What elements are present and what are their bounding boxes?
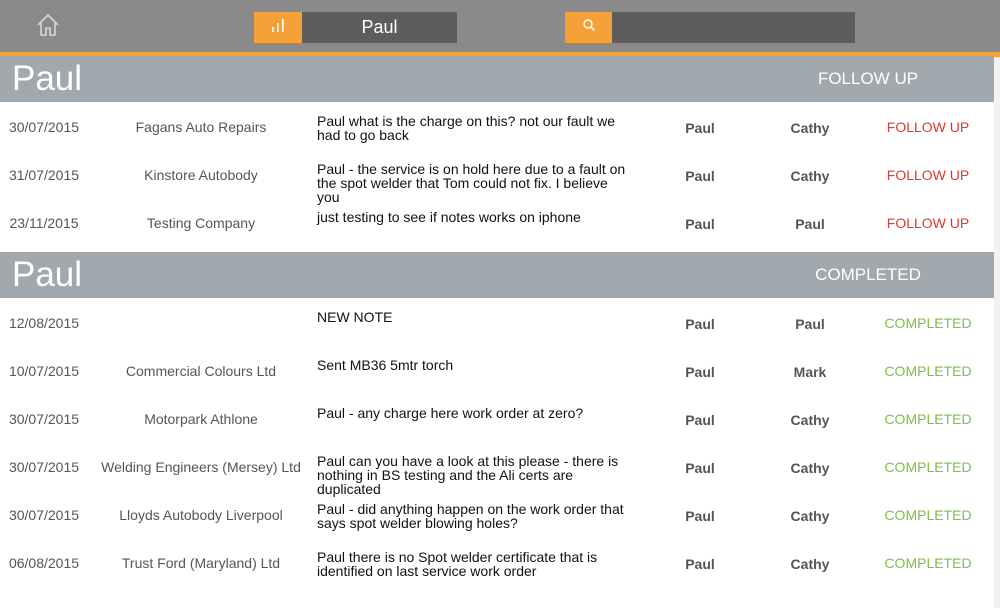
company-name: Testing Company <box>146 215 256 231</box>
table-row[interactable] <box>0 104 994 152</box>
stats-button[interactable] <box>254 12 302 43</box>
user-selector[interactable]: Paul <box>302 12 457 43</box>
status-badge: COMPLETED <box>884 411 972 427</box>
home-icon <box>35 12 61 43</box>
company-name: Lloyds Autobody Liverpool <box>119 507 283 523</box>
section-user-name: Paul <box>12 255 83 294</box>
table-row[interactable] <box>0 396 994 444</box>
status-badge: COMPLETED <box>884 363 972 379</box>
assigned-user: Paul <box>685 168 715 184</box>
company-name: Kinstore Autobody <box>144 167 258 183</box>
created-by-user: Cathy <box>790 508 830 524</box>
note-text: Paul - did anything happen on the work order that says spot welder blowing holes? <box>317 501 624 531</box>
note-text: Paul - any charge here work order at zero? <box>317 405 584 421</box>
status-badge: FOLLOW UP <box>886 167 970 183</box>
created-by-user: Mark <box>793 364 827 380</box>
section-user-name: Paul <box>12 59 83 98</box>
created-by-user: Cathy <box>790 556 830 572</box>
note-date: 30/07/2015 <box>8 411 80 427</box>
scrollbar[interactable] <box>994 57 1000 608</box>
note-date: 10/07/2015 <box>8 363 80 379</box>
section-status-label: FOLLOW UP <box>817 69 919 88</box>
note-text: just testing to see if notes works on iphone <box>317 209 581 225</box>
note-date: 23/11/2015 <box>9 215 79 231</box>
created-by-user: Cathy <box>790 412 830 428</box>
note-date: 30/07/2015 <box>8 459 80 475</box>
assigned-user: Paul <box>685 216 715 232</box>
assigned-user: Paul <box>685 120 715 136</box>
table-row[interactable] <box>0 152 994 205</box>
table-row[interactable] <box>0 200 994 248</box>
note-text: Paul can you have a look at this please - there is nothing in BS testing and the Ali certs are duplicated <box>317 453 619 497</box>
table-row[interactable] <box>0 444 994 497</box>
note-date: 06/08/2015 <box>8 555 80 571</box>
note-text: NEW NOTE <box>317 309 393 325</box>
note-text: Paul - the service is on hold here due to a fault on the spot welder that Tom could not fix. I believe you <box>317 161 626 205</box>
company-name: Fagans Auto Repairs <box>135 119 267 135</box>
note-date: 30/07/2015 <box>8 507 80 523</box>
status-badge: COMPLETED <box>884 459 972 475</box>
search-button[interactable] <box>565 12 612 43</box>
table-row[interactable] <box>0 540 994 588</box>
company-name: Trust Ford (Maryland) Ltd <box>121 555 281 571</box>
table-row[interactable] <box>0 348 994 396</box>
note-date: 30/07/2015 <box>8 119 80 135</box>
created-by-user: Cathy <box>790 460 830 476</box>
status-badge: FOLLOW UP <box>886 119 970 135</box>
status-badge: FOLLOW UP <box>886 215 970 231</box>
section-header <box>0 252 994 298</box>
created-by-user: Cathy <box>790 120 830 136</box>
company-name: Motorpark Athlone <box>144 411 258 427</box>
search-icon <box>582 18 596 37</box>
section-status-label: COMPLETED <box>815 265 921 284</box>
assigned-user: Paul <box>685 364 715 380</box>
status-badge: COMPLETED <box>884 315 972 331</box>
status-badge: COMPLETED <box>884 507 972 523</box>
assigned-user: Paul <box>685 412 715 428</box>
note-date: 12/08/2015 <box>8 315 80 331</box>
section-header <box>0 56 994 102</box>
created-by-user: Paul <box>795 216 825 232</box>
note-text: Sent MB36 5mtr torch <box>317 357 454 373</box>
table-row[interactable] <box>0 300 994 348</box>
company-name: Commercial Colours Ltd <box>125 363 277 379</box>
note-text: Paul what is the charge on this? not our fault we had to go back <box>317 113 616 143</box>
assigned-user: Paul <box>685 460 715 476</box>
assigned-user: Paul <box>685 508 715 524</box>
assigned-user: Paul <box>685 556 715 572</box>
created-by-user: Paul <box>795 316 825 332</box>
top-bar <box>0 0 1000 52</box>
note-text: Paul there is no Spot welder certificate that is identified on last service work order <box>317 549 598 579</box>
company-name: Welding Engineers (Mersey) Ltd <box>101 459 301 475</box>
bar-chart-icon <box>270 18 286 37</box>
home-button[interactable] <box>33 12 63 42</box>
table-row[interactable] <box>0 492 994 540</box>
assigned-user: Paul <box>685 316 715 332</box>
status-badge: COMPLETED <box>884 555 972 571</box>
search-input[interactable] <box>612 12 855 43</box>
created-by-user: Cathy <box>790 168 830 184</box>
note-date: 31/07/2015 <box>8 167 80 183</box>
